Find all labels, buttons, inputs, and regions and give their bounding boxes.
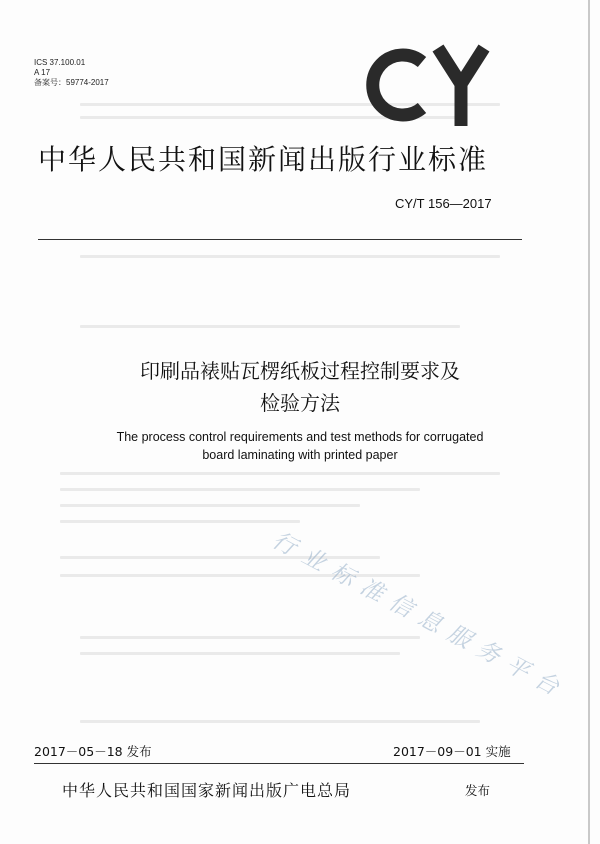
show-through-line	[80, 255, 500, 258]
english-title-line-2: board laminating with printed paper	[202, 448, 398, 462]
show-through-line	[80, 636, 420, 639]
ics-code: ICS 37.100.01	[34, 58, 86, 67]
chinese-title-line-2: 检验方法	[260, 391, 340, 415]
show-through-line	[60, 520, 300, 523]
show-through-line	[60, 488, 420, 491]
footer-divider	[34, 763, 524, 764]
class-code: A 17	[34, 68, 51, 77]
show-through-line	[80, 720, 480, 723]
classification-block	[34, 58, 109, 88]
implementation-date: 2017－09－01 实施	[393, 744, 511, 759]
show-through-line	[80, 652, 400, 655]
page-edge	[588, 0, 590, 844]
show-through-line	[60, 472, 500, 475]
cy-logo-graphic	[360, 40, 510, 130]
cy-logo	[360, 40, 510, 130]
chinese-title-line-1: 印刷品裱贴瓦楞纸板过程控制要求及	[140, 359, 460, 383]
standard-number: CY/T 156—2017	[395, 196, 492, 211]
publisher-name: 中华人民共和国国家新闻出版广电总局	[62, 781, 352, 800]
issue-date: 2017－05－18 发布	[34, 744, 152, 759]
chinese-title	[40, 355, 560, 419]
english-title-line-1: The process control requirements and test methods for corrugated	[116, 430, 484, 444]
show-through-line	[80, 325, 460, 328]
watermark-text: 行业标准信息服务平台	[267, 527, 572, 706]
industry-standard-title: 中华人民共和国新闻出版行业标准	[38, 143, 489, 176]
publish-label: 发布	[465, 783, 491, 798]
record-number: 备案号：59774-2017	[34, 78, 109, 87]
show-through-line	[60, 504, 360, 507]
english-title	[40, 428, 560, 464]
header-divider	[38, 239, 522, 240]
